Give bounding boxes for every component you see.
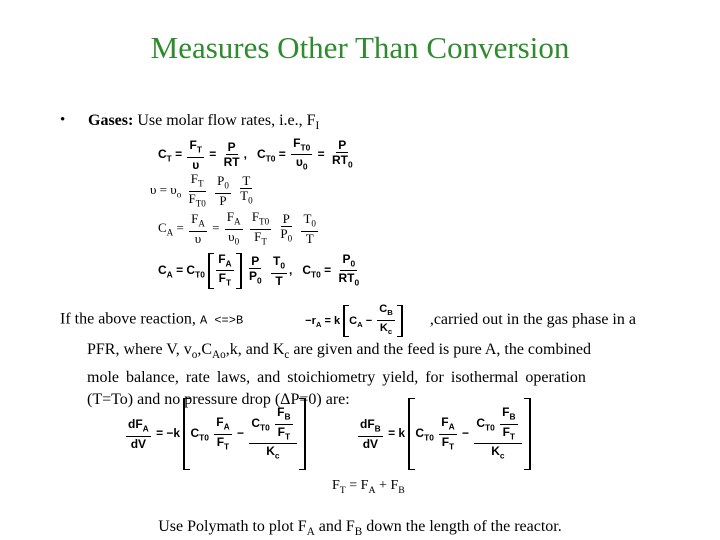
- bullet-symbol: •: [60, 112, 66, 128]
- equation-nu: $\upsilon = \upsilon_o$ $\frac{F_T}{F_{T0}}$ $\frac{P_0}{P}$ $\frac{T}{T_0}$: [150, 171, 253, 209]
- equation-ct: $C_T$ = $\frac{F_T}{\upsilon}$ = $\frac{P}{RT}$ , $C_{T0}$ = $\frac{F_{T0}}{\upsilon_0}$ = $\frac{P}{RT_0}$: [158, 136, 353, 172]
- page-title: Measures Other Than Conversion: [150, 30, 570, 65]
- balance-equation-b: $\frac{dF_B}{dV}$ = k $C_{T0}$ $\frac{F_A}{F_T}$ − $C_{T0}$ $\frac{F_B}{F_T}$ $K_c$: [356, 398, 531, 470]
- description-paragraph: [60, 302, 656, 411]
- total-flow-equation: $F_T = F_A + F_B$: [332, 478, 405, 496]
- bullet-text: [88, 112, 319, 132]
- balance-equation-a: $\frac{dF_A}{dV}$ = −k $C_{T0}$ $\frac{F_A}{F_T}$ − $C_{T0}$ $\frac{F_B}{F_T}$ $K_c$: [124, 398, 306, 470]
- para-line-1: If the above reaction, $A <=>B -r_A = k$ $C_A$ − $\frac{C_B}{K_c}$ ,carried out in the gas phase in a: [60, 303, 636, 337]
- equation-ca: $C_A$ = $\frac{F_A}{\upsilon}$ = $\frac{F_A}{\upsilon_0}$ $\frac{F_{T0}}{F_T}$ $\frac{P}{P_0}$ $\frac{T_0}{T}$: [158, 209, 316, 247]
- frac-ft-v: $\frac{F_T}{\upsilon}$: [189, 138, 202, 172]
- frac-p-rt: $\frac{P}{RT}$: [223, 140, 240, 170]
- para-line-3: mole balance, rate laws, and stoichiometry yield, for isothermal operation: [87, 368, 586, 386]
- frac-p-rt0: $\frac{P}{RT_0}$: [331, 138, 353, 170]
- bullet-body-sub: I: [315, 120, 320, 133]
- para-line-2: PFR, where V, $v_o,C_{Ao},k$, and $K_c$ are given and the feed is pure A, the combined: [87, 341, 592, 362]
- bullet-body: Use molar flow rates, i.e., F: [137, 112, 316, 129]
- bullet-label: Gases:: [88, 112, 134, 129]
- reaction-text: A <=>B: [199, 313, 244, 328]
- footer-text: Use Polymath to plot $F_A$ and $F_B$ down the length of the reactor.: [158, 518, 562, 539]
- frac-ft0-v0: $\frac{F_{T0}}{\upsilon_0}$: [293, 136, 311, 172]
- rate-law-equation: $-r_A = k$ $C_A$ − $\frac{C_B}{K_c}$: [305, 315, 406, 327]
- equation-ca-ct0: $C_A = C_{T0}$ $\frac{F_A}{F_T}$ $\frac{P}{P_0}$ $\frac{T_0}{T}$ , $C_{T0}$ = $\frac{P_0}{RT_0}$: [158, 252, 360, 288]
- para-line-4: (T=To) and no pressure drop (ΔP=0) are:: [87, 390, 350, 408]
